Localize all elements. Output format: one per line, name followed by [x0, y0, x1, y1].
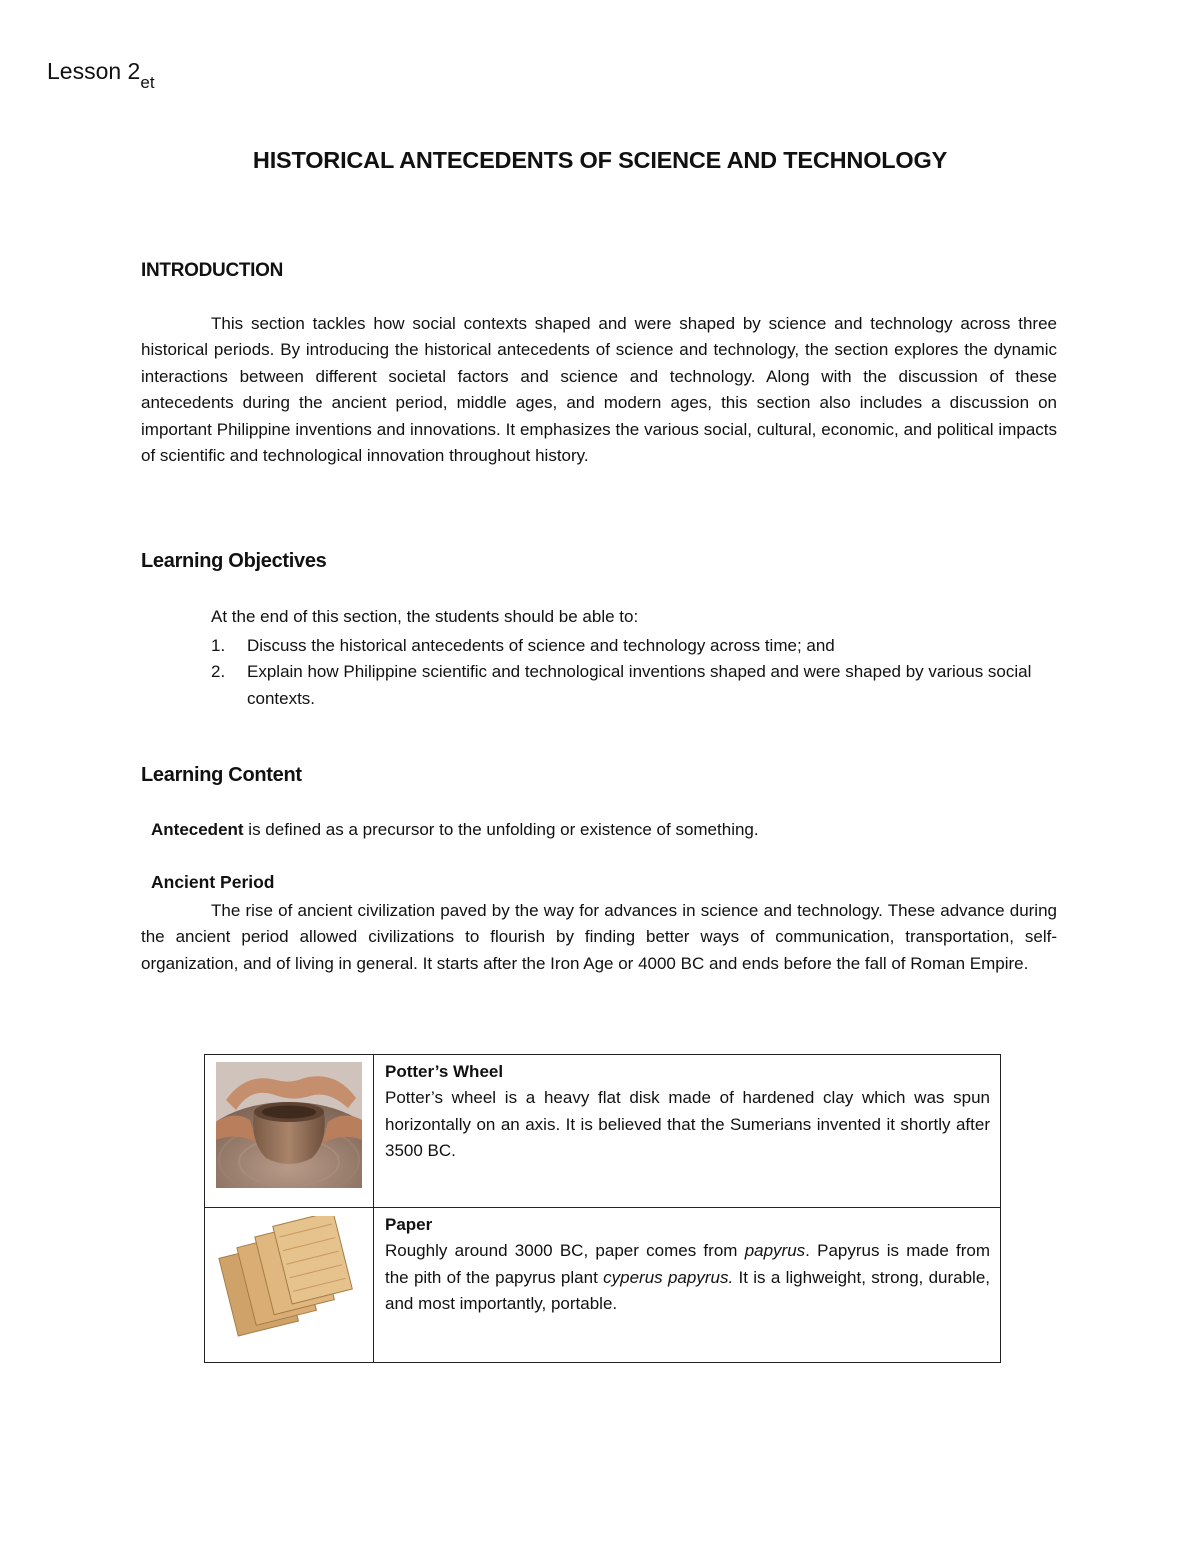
- lesson-subscript: et: [140, 73, 155, 92]
- invention-description-emphasis: cyperus papyrus.: [603, 1267, 734, 1287]
- papyrus-sheets-photo-icon: [216, 1216, 362, 1342]
- objective-text: Explain how Philippine scientific and technological inventions shaped and were shaped by various social contexts.: [247, 662, 1032, 708]
- invention-description-part: Roughly around 3000 BC, paper comes from: [385, 1241, 745, 1261]
- antecedent-definition: [151, 820, 759, 840]
- document-title: HISTORICAL ANTECEDENTS OF SCIENCE AND TECHNOLOGY: [252, 147, 948, 173]
- introduction-paragraph: [141, 311, 1057, 469]
- inventions-table: [204, 1054, 1001, 1363]
- invention-name: Paper: [385, 1215, 433, 1234]
- table-row: [205, 1208, 1001, 1363]
- objectives-list: [211, 633, 1051, 712]
- invention-description-part: It is a lighweight, strong, durable, and most importantly, portable.: [385, 1267, 990, 1314]
- content-heading: Learning Content: [141, 764, 302, 786]
- objective-number: 2.: [211, 662, 226, 682]
- paper-text-cell: [374, 1208, 1001, 1363]
- ancient-period-heading: Ancient Period: [151, 872, 275, 892]
- paper-image-cell: [205, 1208, 374, 1363]
- objective-text: Discuss the historical antecedents of science and technology across time; and: [247, 636, 835, 655]
- table-row: [205, 1055, 1001, 1208]
- invention-name: Potter’s Wheel: [385, 1062, 504, 1081]
- definition-term: Antecedent: [151, 820, 244, 839]
- potters-wheel-image-cell: [205, 1055, 374, 1208]
- lesson-number: Lesson 2: [47, 58, 141, 84]
- introduction-text: This section tackles how social contexts shaped and were shaped by science and technology across three historical periods. By introducing the historical antecedents of science and technology, the section explores the dynamic interactions between different societal factors and science and technology. Along with the discussion of these antecedents during the ancient period, middle ages, and modern ages, this section also includes a discussion on important Philippine inventions and innovations. It emphasizes the various social, cultural, economic, and political impacts of scientific and technological innovation throughout history.: [141, 314, 1057, 466]
- objective-item: [211, 633, 1051, 659]
- pottery-wheel-photo-icon: [216, 1062, 362, 1188]
- objectives-lead: At the end of this section, the students should be able to:: [211, 607, 639, 626]
- ancient-period-text: The rise of ancient civilization paved by the way for advances in science and technology. These advance during the ancient period allowed civilizations to flourish by finding better ways of communication, transportation, self-organization, and of living in general. It starts after the Iron Age or 4000 BC and ends before the fall of Roman Empire.: [141, 901, 1057, 973]
- objectives-heading: Learning Objectives: [141, 550, 327, 572]
- invention-description-emphasis: papyrus: [744, 1241, 806, 1261]
- objective-number: 1.: [211, 636, 226, 655]
- definition-text: is defined as a precursor to the unfolding or existence of something.: [243, 820, 759, 839]
- objective-item: [211, 659, 1051, 712]
- lesson-label: [47, 58, 155, 93]
- invention-description-part: . Papyrus is made from the pith of the papyrus plant: [385, 1241, 991, 1287]
- ancient-period-paragraph: [141, 898, 1057, 977]
- potters-wheel-text-cell: [374, 1055, 1001, 1208]
- introduction-heading: INTRODUCTION: [141, 260, 284, 281]
- invention-description: Potter’s wheel is a heavy flat disk made of hardened clay which was spun horizontally on an axis. It is believed that the Sumerians invented it shortly after 3500 BC.: [385, 1088, 990, 1161]
